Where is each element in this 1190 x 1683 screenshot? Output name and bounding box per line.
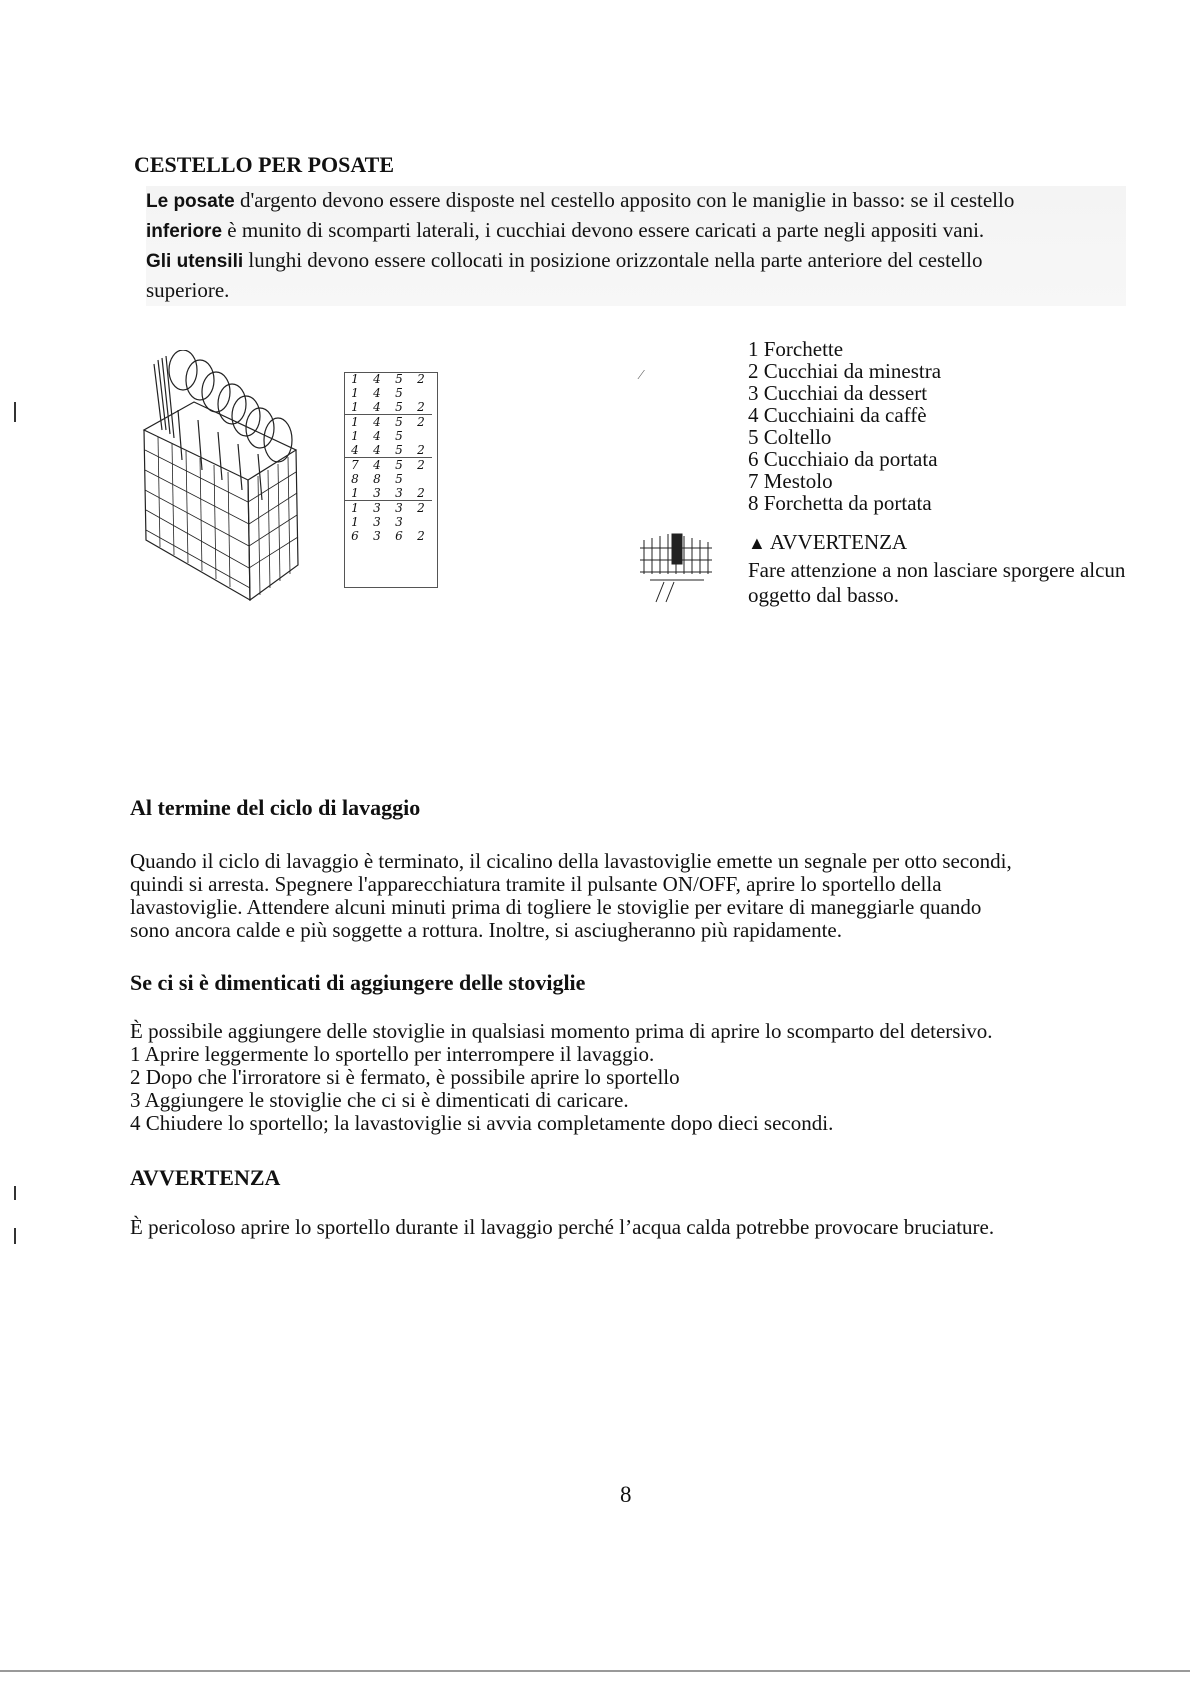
grid-cell: 5 — [388, 458, 410, 473]
grid-cell: 1 — [344, 501, 366, 516]
grid-cell: 1 — [351, 486, 359, 500]
grid-cell: 8 — [351, 472, 359, 486]
grid-cell: 5 — [395, 372, 403, 386]
grid-cell — [410, 515, 432, 529]
grid-cell: 5 — [395, 429, 403, 443]
grid-cell: 6 — [351, 529, 359, 543]
grid-cell: 1 — [351, 372, 359, 386]
grid-cell: 3 — [388, 501, 410, 516]
grid-cell: 5 — [395, 443, 403, 457]
list-item: 4 Chiudere lo sportello; la lavastoviglie si avvia completamente dopo dieci secondi. — [130, 1111, 834, 1135]
grid-cell — [410, 386, 432, 400]
grid-cell: 1 — [351, 400, 359, 414]
page-bottom-edge — [0, 1670, 1190, 1672]
grid-cell: 5 — [388, 415, 410, 430]
grid-cell: 5 — [395, 386, 403, 400]
grid-cell: 2 — [417, 372, 425, 386]
list-item: 1 Aprire leggermente lo sportello per interrompere il lavaggio. — [130, 1042, 655, 1066]
grid-cell: 3 — [373, 486, 381, 500]
list-item: 3 Aggiungere le stoviglie che ci si è dimenticati di caricare. — [130, 1088, 629, 1112]
grid-cell: 4 — [351, 443, 359, 457]
grid-row — [344, 529, 432, 543]
basket-layout-grid — [344, 372, 432, 543]
grid-cell: 4 — [373, 443, 381, 457]
forgot-dishes-list — [130, 1020, 993, 1135]
grid-cell: 4 — [373, 400, 381, 414]
grid-cell: 3 — [395, 486, 403, 500]
scan-mark — [14, 1228, 16, 1244]
warning-triangle-icon: ▲ — [748, 533, 766, 553]
section-title-cutlery-basket: CESTELLO PER POSATE — [134, 152, 394, 177]
grid-row — [344, 443, 432, 458]
scan-mark — [14, 1186, 16, 1200]
basket-bottom-illustration — [636, 530, 716, 610]
paragraph-line: quindi si arresta. Spegnere l'apparecchiatura tramite il pulsante ON/OFF, aprire lo sportello della — [130, 872, 942, 896]
grid-cell: 7 — [344, 458, 366, 473]
grid-cell — [410, 429, 432, 443]
grid-cell: 1 — [351, 515, 359, 529]
end-of-cycle-paragraph — [130, 850, 1012, 942]
intro-line: inferiore è munito di scomparti laterali, i cucchiai devono essere caricati a parte negli appositi vani. — [146, 218, 985, 242]
cutlery-basket-illustration — [138, 350, 308, 610]
page-number: 8 — [620, 1482, 632, 1507]
grid-row — [344, 386, 432, 400]
stray-mark: ⁄ — [640, 368, 643, 383]
paragraph-line: lavastoviglie. Attendere alcuni minuti prima di togliere le stoviglie per evitare di maneggiarle quando — [130, 895, 982, 919]
grid-cell: 4 — [373, 386, 381, 400]
grid-cell: 2 — [410, 415, 432, 430]
section-title-end-of-cycle: Al termine del ciclo di lavaggio — [130, 795, 421, 820]
grid-cell: 1 — [351, 429, 359, 443]
paragraph-line: sono ancora calde e più soggette a rottura. Inoltre, si asciugheranno più rapidamente. — [130, 918, 842, 942]
section-title-forgot-dishes: Se ci si è dimenticati di aggiungere delle stoviglie — [130, 970, 586, 995]
grid-cell: 2 — [417, 486, 425, 500]
grid-cell — [410, 472, 432, 486]
grid-cell: 3 — [395, 515, 403, 529]
cutlery-intro-paragraph — [146, 186, 1126, 306]
legend-item: 4 Cucchiaini da caffè — [748, 403, 927, 427]
grid-row — [344, 415, 432, 430]
grid-row — [344, 372, 432, 386]
legend-item: 3 Cucchiai da dessert — [748, 381, 928, 405]
grid-cell: 2 — [417, 529, 425, 543]
intro-line: Gli utensili lunghi devono essere collocati in posizione orizzontale nella parte anteriore del cestello — [146, 248, 983, 272]
grid-cell: 2 — [417, 443, 425, 457]
section-title-warning: AVVERTENZA — [130, 1165, 281, 1190]
grid-row — [344, 515, 432, 529]
grid-cell: 2 — [417, 400, 425, 414]
legend-item: 2 Cucchiai da minestra — [748, 359, 942, 383]
scan-mark — [14, 402, 16, 422]
warning-text: Fare attenzione a non lasciare sporgere alcun oggetto dal basso. — [748, 558, 1126, 607]
intro-line: superiore. — [146, 278, 230, 302]
grid-cell: 2 — [410, 458, 432, 473]
cutlery-legend — [748, 338, 941, 514]
grid-cell: 8 — [373, 472, 381, 486]
grid-row — [344, 429, 432, 443]
grid-cell: 4 — [366, 458, 388, 473]
list-item: 2 Dopo che l'irroratore si è fermato, è possibile aprire lo sportello — [130, 1065, 680, 1089]
paragraph-line: Quando il ciclo di lavaggio è terminato, il cicalino della lavastoviglie emette un segnale per otto secondi, — [130, 849, 1012, 873]
grid-cell: 2 — [410, 501, 432, 516]
list-item: È possibile aggiungere delle stoviglie in qualsiasi momento prima di aprire lo scomparto del detersivo. — [130, 1019, 993, 1043]
grid-row — [344, 458, 432, 473]
warning-paragraph: È pericoloso aprire lo sportello durante il lavaggio perché l’acqua calda potrebbe provocare bruciature. — [130, 1215, 995, 1239]
legend-item: 6 Cucchiaio da portata — [748, 447, 938, 471]
grid-cell: 1 — [351, 386, 359, 400]
legend-item: 7 Mestolo — [748, 469, 833, 493]
grid-cell: 3 — [366, 501, 388, 516]
grid-cell: 6 — [395, 529, 403, 543]
grid-row — [344, 472, 432, 486]
legend-item: 1 Forchette — [748, 337, 844, 361]
warning-heading — [748, 530, 907, 555]
legend-item: 8 Forchetta da portata — [748, 491, 932, 515]
grid-cell: 1 — [344, 415, 366, 430]
legend-item: 5 Coltello — [748, 425, 832, 449]
grid-cell: 4 — [373, 372, 381, 386]
grid-cell: 5 — [395, 400, 403, 414]
grid-row — [344, 501, 432, 516]
intro-line: Le posate d'argento devono essere disposte nel cestello apposito con le maniglie in basso: se il cestello — [146, 188, 1015, 212]
grid-cell: 3 — [373, 515, 381, 529]
grid-row — [344, 486, 432, 501]
grid-cell: 4 — [366, 415, 388, 430]
grid-cell: 5 — [395, 472, 403, 486]
grid-cell: 3 — [373, 529, 381, 543]
grid-cell: 4 — [373, 429, 381, 443]
warning-title: AVVERTENZA — [769, 530, 908, 554]
grid-row — [344, 400, 432, 415]
